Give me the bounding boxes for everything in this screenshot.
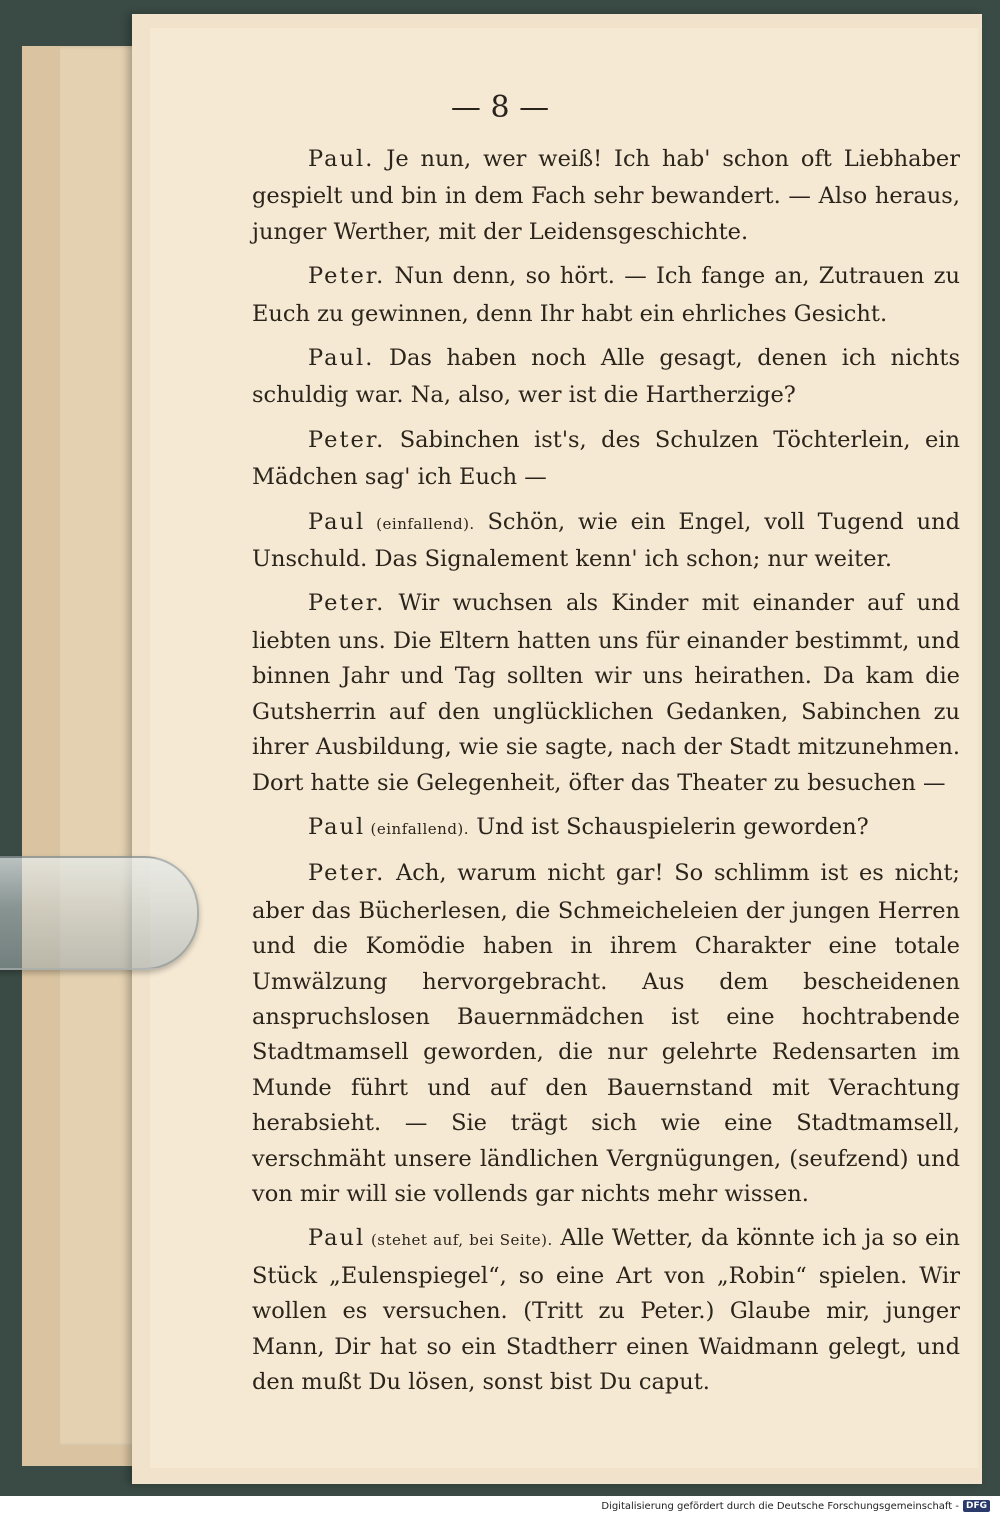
dialogue-text: Ach, warum nicht gar! So schlimm ist es nicht; aber das Bücherlesen, die Schmeicheleien der jungen Herren und die Komödie haben in ihrem Charakter eine totale Umwälzung hervorgebracht. Aus dem bescheidenen anspruchslosen Bauernmädchen ist eine hochtrabende Stadtmamsell geworden, die nur gelehrte Redensarten im Munde führt und auf den Bauernstand mit Verachtung herabsieht. — Sie trägt sich wie eine Stadtmamsell, verschmäht unsere ländlichen Vergnügungen, (seufzend) und von mir will sie vollends gar nichts mehr wissen. xyxy=(252,860,960,1207)
page-text xyxy=(252,142,960,1409)
speaker-name: Paul. xyxy=(308,345,375,372)
speaker-name: Paul. xyxy=(308,146,375,172)
dialogue-paragraph xyxy=(252,423,960,496)
dialogue-paragraph xyxy=(252,505,960,578)
dialogue-text: Wir wuchsen als Kinder mit einander auf und liebten uns. Die Eltern hatten uns für einander bestimmt, und binnen Jahr und Tag sollten wir uns heirathen. Da kam die Gutsherrin auf den unglücklichen Gedanken, Sabinchen zu ihrer Ausbildung, wie sie sagte, nach der Stadt mitzunehmen. Dort hatte sie Gelegenheit, öfter das Theater zu besuchen — xyxy=(252,590,960,796)
dialogue-text: Sabinchen ist's, des Schulzen Töchterlein, ein Mädchen sag' ich Euch — xyxy=(252,426,960,491)
dialogue-paragraph xyxy=(252,1221,960,1400)
dialogue-paragraph xyxy=(252,341,960,414)
stage-direction: (einfallend). xyxy=(365,514,475,533)
dialogue-text: Alle Wetter, da könnte ich ja so ein Stück „Eulenspiegel“, so eine Art von „Robin“ spielen. Wir wollen es versuchen. (Tritt zu Peter.) Glaube mir, junger Mann, Dir hat so ein Stadtherr einen Waidmann gelegt, und den mußt Du lösen, sonst bist Du caput. xyxy=(252,1225,960,1395)
page-number: — 8 — xyxy=(450,90,550,125)
stage-direction: (einfallend). xyxy=(365,819,470,838)
dialogue-text: Nun denn, so hört. — Ich fange an, Zutrauen zu Euch zu gewinnen, denn Ihr habt ein ehrliches Gesicht. xyxy=(252,263,960,327)
speaker-name: Paul xyxy=(308,1225,366,1252)
dialogue-text: Das haben noch Alle gesagt, denen ich nichts schuldig war. Na, also, wer ist die Hartherzige? xyxy=(252,345,960,409)
dialogue-paragraph xyxy=(252,142,960,250)
dialogue-text: Schön, wie ein Engel, voll Tugend und Unschuld. Das Signalement kenn' ich schon; nur weiter. xyxy=(252,508,960,573)
speaker-name: Peter. xyxy=(308,263,386,290)
speaker-name: Paul xyxy=(308,813,366,840)
stage-direction: (stehet auf, bei Seite). xyxy=(365,1231,553,1250)
speaker-name: Peter. xyxy=(308,860,386,887)
dialogue-paragraph xyxy=(252,856,960,1212)
dialogue-text: Und ist Schauspielerin geworden? xyxy=(469,813,869,840)
digitization-footer xyxy=(601,1500,990,1512)
dialogue-paragraph xyxy=(252,810,960,847)
speaker-name: Paul xyxy=(308,508,366,535)
footer-text: Digitalisierung gefördert durch die Deutsche Forschungsgemeinschaft - xyxy=(601,1500,959,1512)
dialogue-text: Je nun, wer weiß! Ich hab' schon oft Liebhaber gespielt und bin in dem Fach sehr bewandert. — Also heraus, junger Werther, mit der Leidensgeschichte. xyxy=(252,146,960,245)
dialogue-paragraph xyxy=(252,259,960,332)
speaker-name: Peter. xyxy=(308,426,386,453)
dfg-logo: DFG xyxy=(963,1500,990,1512)
speaker-name: Peter. xyxy=(308,590,386,617)
dialogue-paragraph xyxy=(252,586,960,800)
page-holder-clip xyxy=(0,856,199,970)
